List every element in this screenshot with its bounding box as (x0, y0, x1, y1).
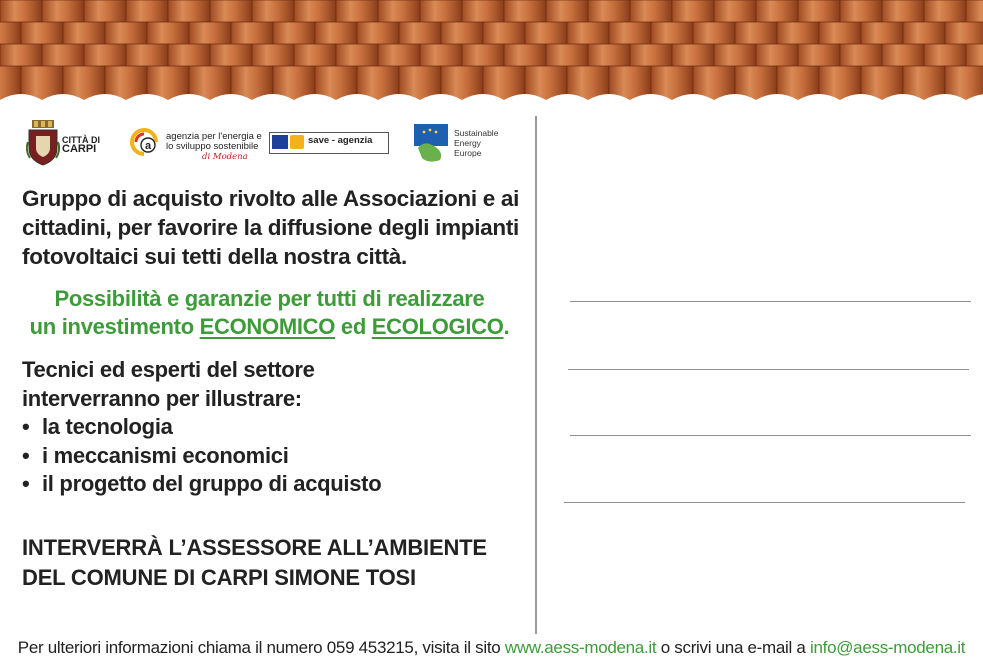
carpi-logo-text (62, 136, 106, 154)
experts-line2: interverranno per illustrare: (22, 385, 302, 411)
carpi-coat-of-arms-icon (26, 120, 60, 166)
highlight-ecologico: ECOLOGICO (371, 314, 504, 339)
aess-line2: lo sviluppo sostenibile (166, 141, 259, 152)
address-line (570, 301, 971, 302)
carpi-line2: CARPI (62, 143, 97, 155)
postcard-divider (535, 116, 537, 634)
see-line3: Europe (454, 148, 482, 158)
highlight-paragraph (22, 285, 517, 341)
aess-logo-icon (130, 128, 164, 156)
address-line (570, 435, 971, 436)
address-line (564, 502, 965, 503)
logo-sustainable-energy-europe (414, 124, 524, 168)
bullet-item: • la tecnologia (22, 413, 527, 442)
logo-aess (128, 126, 268, 170)
footer-site-link[interactable]: www.aess-modena.it (504, 638, 657, 657)
footer-contact (0, 638, 983, 658)
eu-flag-icon (272, 135, 288, 149)
sun-icon (290, 135, 304, 149)
footer-text2: o scrivi una e-mail a (656, 638, 811, 657)
experts-bullet-list (22, 413, 527, 499)
sustainable-energy-europe-icon (414, 124, 450, 162)
bullet-item: • i meccanismi economici (22, 442, 527, 471)
experts-section (22, 356, 527, 499)
see-line1: Sustainable (454, 128, 499, 138)
intro-paragraph: Gruppo di acquisto rivolto alle Associazioni e ai cittadini, per favorire la diffusione degli impianti fotovoltaici sui tetti della nostra città. (22, 186, 520, 269)
highlight-suffix: . (503, 314, 510, 339)
svg-text:a: a (144, 140, 152, 152)
see-line2: Energy (454, 138, 481, 148)
highlight-middle: ed (335, 314, 372, 339)
highlight-line1: Possibilità e garanzie per tutti di realizzare (54, 286, 485, 311)
assessore-announcement (22, 533, 527, 593)
highlight-line2 (22, 313, 517, 341)
footer-email-link[interactable]: info@aess-modena.it (810, 638, 966, 657)
aess-line1: agenzia per l'energia e (166, 131, 262, 142)
experts-line1: Tecnici ed esperti del settore (22, 357, 315, 382)
carpi-line1: CITTÀ DI (62, 135, 100, 145)
assessore-line2: DEL COMUNE DI CARPI SIMONE TOSI (22, 565, 416, 590)
logo-citta-di-carpi (24, 120, 104, 170)
save-label: save - agenzia (308, 135, 373, 146)
assessore-line1: INTERVERRÀ L’ASSESSORE ALL’AMBIENTE (22, 535, 487, 560)
logo-save-agenzia (269, 132, 389, 154)
highlight-economico: ECONOMICO (199, 314, 336, 339)
bullet-item: • il progetto del gruppo di acquisto (22, 470, 527, 499)
roof-tiles-banner (0, 0, 983, 118)
aess-line3: di Modena (202, 152, 248, 162)
highlight-prefix: un investimento (29, 314, 200, 339)
address-line (568, 369, 969, 370)
logo-bar (0, 120, 530, 170)
footer-text1: Per ulteriori informazioni chiama il numero 059 453215, visita il sito (17, 638, 505, 657)
see-logo-text (454, 128, 498, 158)
